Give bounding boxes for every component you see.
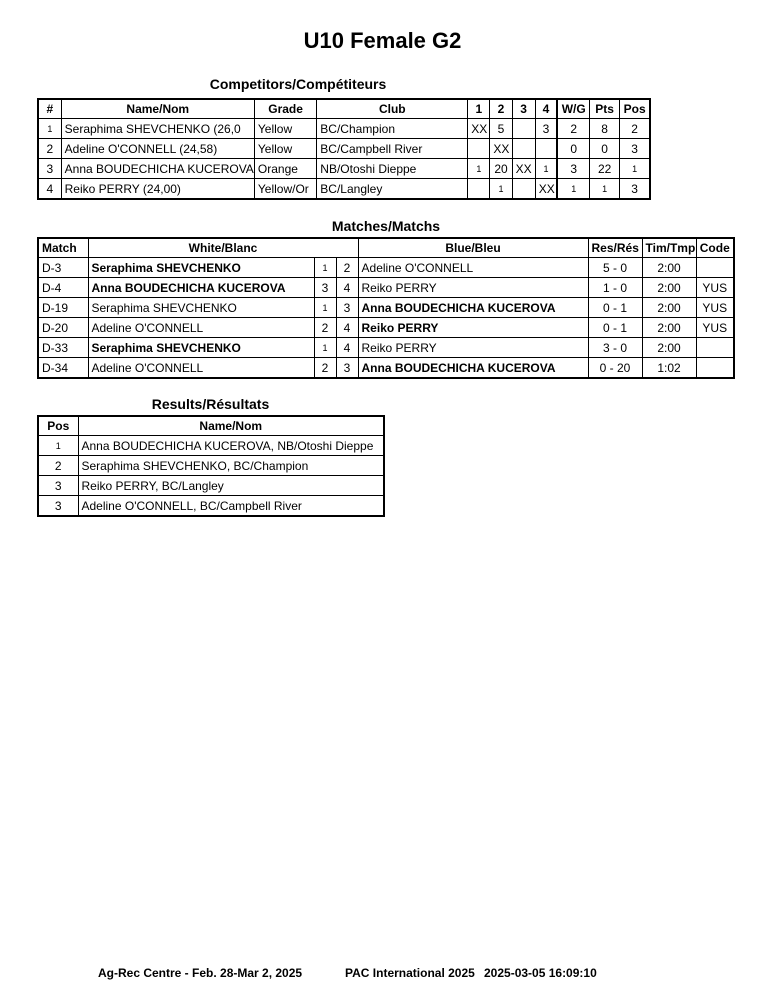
match-code: YUS — [696, 318, 734, 338]
competitor-wins: 0 — [557, 139, 589, 159]
score-vs-1 — [468, 179, 490, 200]
col-grade: Grade — [254, 99, 316, 119]
blue-competitor: Anna BOUDECHICHA KUCEROVA — [358, 298, 588, 318]
match-time: 2:00 — [642, 338, 696, 358]
match-time: 1:02 — [642, 358, 696, 379]
col-result-name: Name/Nom — [78, 416, 384, 436]
competitor-points: 8 — [590, 119, 620, 139]
match-id: D-33 — [38, 338, 88, 358]
blue-number: 3 — [336, 298, 358, 318]
competitor-row — [38, 159, 650, 179]
matches-table — [37, 237, 735, 379]
match-time: 2:00 — [642, 298, 696, 318]
competitor-number: 1 — [38, 119, 61, 139]
competitor-row — [38, 179, 650, 200]
result-position: 1 — [38, 436, 78, 456]
blue-number: 4 — [336, 278, 358, 298]
col-code: Code — [696, 238, 734, 258]
match-result: 0 - 20 — [588, 358, 642, 379]
score-vs-2: 1 — [490, 179, 512, 200]
white-number: 1 — [314, 338, 336, 358]
col-score-2: 2 — [490, 99, 512, 119]
result-position: 2 — [38, 456, 78, 476]
col-result-position: Pos — [38, 416, 78, 436]
match-code — [696, 338, 734, 358]
competitor-name: Anna BOUDECHICHA KUCEROVA — [61, 159, 254, 179]
white-competitor: Anna BOUDECHICHA KUCEROVA — [88, 278, 314, 298]
result-name: Seraphima SHEVCHENKO, BC/Champion — [78, 456, 384, 476]
match-result: 0 - 1 — [588, 318, 642, 338]
match-row — [38, 258, 734, 278]
competitor-club: BC/Champion — [317, 119, 468, 139]
match-id: D-34 — [38, 358, 88, 379]
match-time: 2:00 — [642, 278, 696, 298]
footer-event: PAC International 2025 — [345, 966, 475, 980]
match-code: YUS — [696, 298, 734, 318]
match-id: D-20 — [38, 318, 88, 338]
match-time: 2:00 — [642, 258, 696, 278]
results-heading: Results/Résultats — [151, 396, 270, 412]
blue-number: 4 — [336, 338, 358, 358]
competitor-points: 1 — [590, 179, 620, 200]
col-white: White/Blanc — [88, 238, 358, 258]
competitor-grade: Yellow/Or — [254, 179, 316, 200]
competitor-name: Reiko PERRY (24,00) — [61, 179, 254, 200]
match-result: 3 - 0 — [588, 338, 642, 358]
col-score-4: 4 — [535, 99, 557, 119]
footer-venue: Ag-Rec Centre - Feb. 28-Mar 2, 2025 — [98, 966, 303, 980]
result-name: Reiko PERRY, BC/Langley — [78, 476, 384, 496]
score-vs-4: 1 — [535, 159, 557, 179]
col-score-3: 3 — [512, 99, 535, 119]
col-club: Club — [317, 99, 468, 119]
competitor-row — [38, 119, 650, 139]
white-number: 1 — [314, 258, 336, 278]
competitor-name: Adeline O'CONNELL (24,58) — [61, 139, 254, 159]
matches-heading: Matches/Matchs — [331, 218, 441, 234]
match-id: D-19 — [38, 298, 88, 318]
result-name: Anna BOUDECHICHA KUCEROVA, NB/Otoshi Dieppe — [78, 436, 384, 456]
competitor-name: Seraphima SHEVCHENKO (26,0 — [61, 119, 254, 139]
col-number: # — [38, 99, 61, 119]
col-blue: Blue/Bleu — [358, 238, 588, 258]
col-score-1: 1 — [468, 99, 490, 119]
results-header-row — [38, 416, 384, 436]
score-vs-2: 20 — [490, 159, 512, 179]
white-competitor: Seraphima SHEVCHENKO — [88, 298, 314, 318]
score-vs-4 — [535, 139, 557, 159]
col-time: Tim/Tmp — [642, 238, 696, 258]
competitors-heading: Competitors/Compétiteurs — [209, 76, 387, 92]
blue-competitor: Reiko PERRY — [358, 338, 588, 358]
competitor-wins: 3 — [557, 159, 589, 179]
white-competitor: Adeline O'CONNELL — [88, 358, 314, 379]
result-row — [38, 436, 384, 456]
competitor-points: 22 — [590, 159, 620, 179]
blue-competitor: Adeline O'CONNELL — [358, 258, 588, 278]
match-code — [696, 358, 734, 379]
matches-header-row — [38, 238, 734, 258]
white-number: 3 — [314, 278, 336, 298]
blue-number: 4 — [336, 318, 358, 338]
score-vs-3 — [512, 119, 535, 139]
competitor-grade: Yellow — [254, 139, 316, 159]
score-vs-1 — [468, 139, 490, 159]
white-competitor: Adeline O'CONNELL — [88, 318, 314, 338]
page-title: U10 Female G2 — [303, 28, 462, 53]
competitor-club: BC/Langley — [317, 179, 468, 200]
white-competitor: Seraphima SHEVCHENKO — [88, 338, 314, 358]
score-vs-1: 1 — [468, 159, 490, 179]
result-row — [38, 496, 384, 517]
competitor-position: 2 — [620, 119, 650, 139]
competitor-points: 0 — [590, 139, 620, 159]
white-competitor: Seraphima SHEVCHENKO — [88, 258, 314, 278]
col-wins: W/G — [557, 99, 589, 119]
blue-number: 3 — [336, 358, 358, 379]
match-result: 5 - 0 — [588, 258, 642, 278]
match-id: D-4 — [38, 278, 88, 298]
results-table — [37, 415, 385, 517]
score-vs-3: XX — [512, 159, 535, 179]
competitors-table — [37, 98, 651, 200]
blue-competitor: Anna BOUDECHICHA KUCEROVA — [358, 358, 588, 379]
match-row — [38, 318, 734, 338]
match-code — [696, 258, 734, 278]
competitor-number: 4 — [38, 179, 61, 200]
match-code: YUS — [696, 278, 734, 298]
col-match: Match — [38, 238, 88, 258]
match-row — [38, 298, 734, 318]
score-vs-3 — [512, 139, 535, 159]
match-result: 0 - 1 — [588, 298, 642, 318]
result-position: 3 — [38, 496, 78, 517]
score-vs-2: 5 — [490, 119, 512, 139]
col-name: Name/Nom — [61, 99, 254, 119]
competitor-position: 3 — [620, 179, 650, 200]
competitor-position: 1 — [620, 159, 650, 179]
score-vs-4: XX — [535, 179, 557, 200]
col-position: Pos — [620, 99, 650, 119]
competitor-wins: 1 — [557, 179, 589, 200]
col-points: Pts — [590, 99, 620, 119]
blue-number: 2 — [336, 258, 358, 278]
competitor-row — [38, 139, 650, 159]
competitor-grade: Orange — [254, 159, 316, 179]
score-vs-1: XX — [468, 119, 490, 139]
white-number: 1 — [314, 298, 336, 318]
blue-competitor: Reiko PERRY — [358, 318, 588, 338]
match-row — [38, 358, 734, 379]
result-row — [38, 476, 384, 496]
competitor-position: 3 — [620, 139, 650, 159]
white-number: 2 — [314, 318, 336, 338]
competitor-club: BC/Campbell River — [317, 139, 468, 159]
match-row — [38, 278, 734, 298]
footer-timestamp: 2025-03-05 16:09:10 — [484, 966, 597, 980]
result-position: 3 — [38, 476, 78, 496]
competitor-wins: 2 — [557, 119, 589, 139]
competitor-number: 2 — [38, 139, 61, 159]
match-id: D-3 — [38, 258, 88, 278]
competitors-header-row — [38, 99, 650, 119]
score-vs-4: 3 — [535, 119, 557, 139]
col-result: Res/Rés — [588, 238, 642, 258]
blue-competitor: Reiko PERRY — [358, 278, 588, 298]
result-name: Adeline O'CONNELL, BC/Campbell River — [78, 496, 384, 517]
match-result: 1 - 0 — [588, 278, 642, 298]
score-vs-2: XX — [490, 139, 512, 159]
match-time: 2:00 — [642, 318, 696, 338]
white-number: 2 — [314, 358, 336, 379]
competitor-number: 3 — [38, 159, 61, 179]
score-vs-3 — [512, 179, 535, 200]
match-row — [38, 338, 734, 358]
result-row — [38, 456, 384, 476]
competitor-club: NB/Otoshi Dieppe — [317, 159, 468, 179]
competitor-grade: Yellow — [254, 119, 316, 139]
